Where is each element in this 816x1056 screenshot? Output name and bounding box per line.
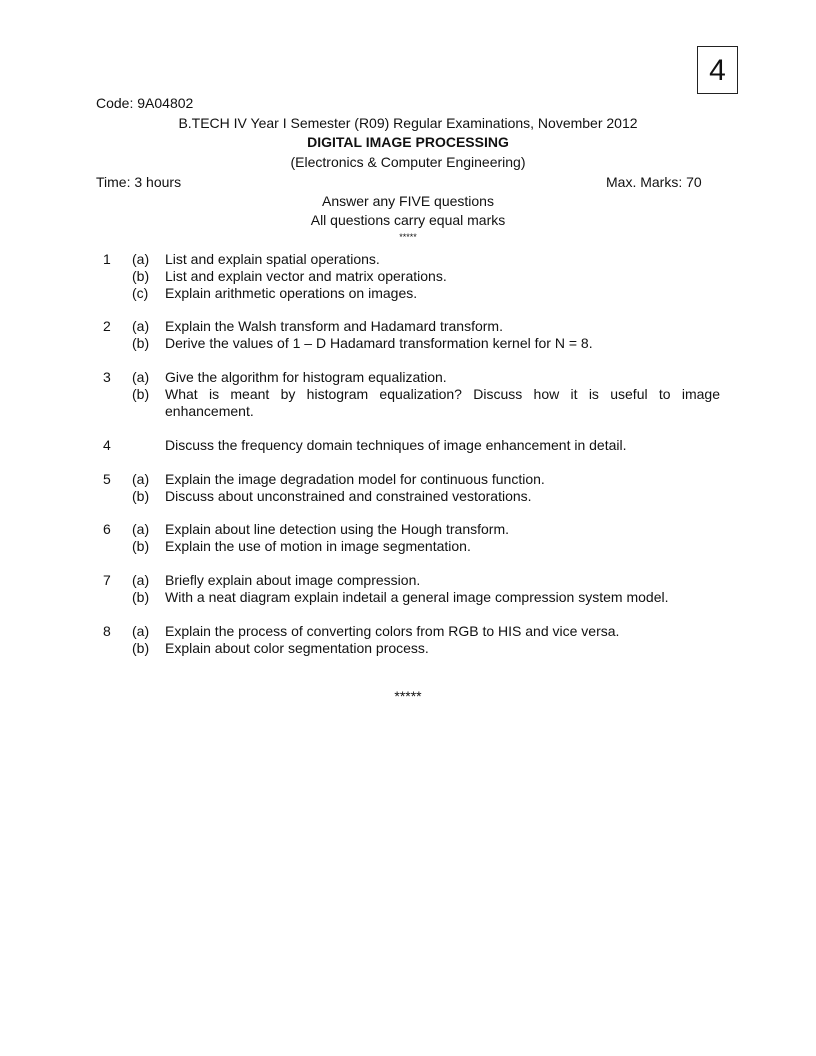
part-text: Explain about line detection using the Hough transform.	[165, 521, 509, 537]
question-part	[0, 623, 816, 640]
part-text: Briefly explain about image compression.	[165, 572, 421, 588]
time-allowed: Time: 3 hours	[96, 174, 182, 190]
part-text: Explain arithmetic operations on images.	[165, 285, 418, 301]
question-part	[0, 640, 816, 657]
part-label: (c)	[132, 285, 149, 301]
part-text: Discuss the frequency domain techniques of image enhancement in detail.	[165, 437, 627, 453]
question-5	[0, 471, 816, 505]
part-text: Explain the use of motion in image segmentation.	[165, 538, 471, 554]
question-part	[0, 251, 816, 268]
part-label: (b)	[132, 268, 150, 284]
question-part	[0, 285, 816, 302]
question-part	[0, 318, 816, 335]
question-1	[0, 251, 816, 302]
page-number-box: 4	[697, 46, 738, 94]
part-label: (b)	[132, 488, 150, 504]
branch: (Electronics & Computer Engineering)	[290, 154, 526, 170]
header-stars: *****	[399, 232, 417, 242]
part-label: (b)	[132, 640, 150, 656]
instruction-equal-marks: All questions carry equal marks	[310, 212, 506, 228]
question-number: 5	[103, 471, 111, 487]
paper-code: Code: 9A04802	[96, 95, 194, 111]
question-part	[0, 488, 816, 505]
question-number: 8	[103, 623, 111, 639]
part-text: List and explain vector and matrix operations.	[165, 268, 447, 284]
question-part	[0, 335, 816, 352]
question-part	[0, 572, 816, 589]
question-number: 2	[103, 318, 111, 334]
footer-stars: *****	[394, 688, 422, 704]
question-3	[0, 369, 816, 420]
part-label: (a)	[132, 521, 150, 537]
question-part	[0, 521, 816, 538]
part-text: With a neat diagram explain indetail a general image compression system model.	[165, 589, 669, 605]
question-number: 6	[103, 521, 111, 537]
part-text: List and explain spatial operations.	[165, 251, 380, 267]
question-number: 1	[103, 251, 111, 267]
question-2	[0, 318, 816, 352]
part-text: What is meant by histogram equalization? Discuss how it is useful to image enhancement.	[165, 386, 720, 419]
question-part	[0, 538, 816, 555]
question-part	[0, 471, 816, 488]
part-label: (b)	[132, 335, 150, 351]
instruction-answer-five: Answer any FIVE questions	[322, 193, 494, 209]
part-label: (a)	[132, 369, 150, 385]
question-part	[0, 589, 816, 606]
question-number: 7	[103, 572, 111, 588]
part-label: (a)	[132, 251, 150, 267]
part-text: Explain about color segmentation process.	[165, 640, 429, 656]
question-number: 3	[103, 369, 111, 385]
question-6	[0, 521, 816, 555]
exam-title: B.TECH IV Year I Semester (R09) Regular Examinations, November 2012	[178, 115, 638, 131]
subject-title: DIGITAL IMAGE PROCESSING	[307, 134, 509, 150]
part-text: Give the algorithm for histogram equalization.	[165, 369, 447, 385]
question-4	[0, 437, 816, 454]
part-label: (a)	[132, 471, 150, 487]
part-text: Derive the values of 1 – D Hadamard transformation kernel for N = 8.	[165, 335, 593, 351]
max-marks: Max. Marks: 70	[606, 174, 702, 190]
part-text: Explain the image degradation model for continuous function.	[165, 471, 545, 487]
question-part	[0, 386, 816, 420]
part-label: (b)	[132, 386, 150, 402]
part-label: (b)	[132, 589, 150, 605]
part-label: (a)	[132, 318, 150, 334]
part-text: Discuss about unconstrained and constrained vestorations.	[165, 488, 532, 504]
part-text: Explain the process of converting colors from RGB to HIS and vice versa.	[165, 623, 620, 639]
question-number: 4	[103, 437, 111, 453]
part-label: (b)	[132, 538, 150, 554]
question-part	[0, 369, 816, 386]
question-8	[0, 623, 816, 657]
question-part	[0, 268, 816, 285]
part-label: (a)	[132, 623, 150, 639]
part-text: Explain the Walsh transform and Hadamard transform.	[165, 318, 503, 334]
question-part	[0, 437, 816, 454]
question-7	[0, 572, 816, 606]
part-label: (a)	[132, 572, 150, 588]
